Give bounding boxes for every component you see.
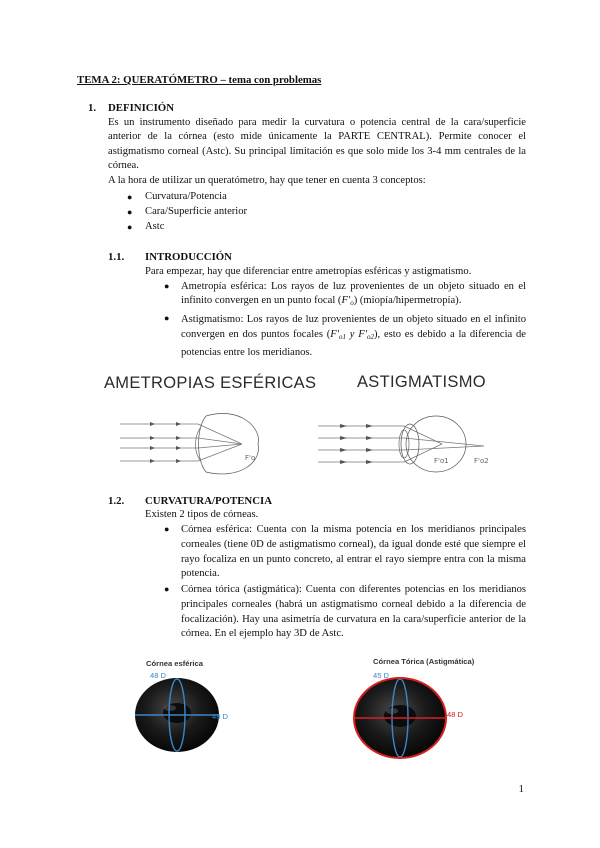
horizontal-power-label: 48 D — [447, 710, 464, 719]
astigmatismo-diagram — [318, 408, 498, 480]
section-1-paragraph-2: A la hora de utilizar un queratómetro, hay que tener en cuenta 3 conceptos: — [108, 175, 426, 186]
section-1-1-heading: INTRODUCCIÓN — [145, 251, 232, 263]
list-item-label: Curvatura/Potencia — [145, 191, 227, 202]
page-number: 1 — [518, 782, 524, 795]
caption-cornea-esferica: Córnea esférica — [146, 659, 203, 668]
bullet-dot: ● — [127, 192, 133, 202]
bullet-cornea-esferica: Córnea esférica: Cuenta con la misma potencia en los meridianos principales corneales (tiene 0D de astigmatismo corneal), da igual donde esté que siempre el rayo focaliza en un punto concreto, al entrar el rayo siempre entra con la misma potencia. — [181, 524, 526, 580]
section-1-2-heading: CURVATURA/POTENCIA — [145, 495, 272, 507]
list-item-label: Astc — [145, 221, 165, 232]
focal-label-1: F'o1 — [434, 457, 449, 465]
vertical-power-label: 45 D — [373, 671, 390, 680]
bullet-dot: ● — [127, 222, 133, 232]
page-title: TEMA 2: QUERATÓMETRO – tema con problemas — [77, 74, 322, 86]
ametropia-diagram — [120, 408, 280, 480]
bullet-dot: ● — [164, 524, 170, 534]
bullet-astigmatismo: Astigmatismo: Los rayos de luz provenientes de un objeto situado en el infinito convergen en dos puntos focales ($F'_{o1}$ y $F'_{o2}$), esto es debido a la diferencia de potencias entre los meridianos. — [181, 314, 526, 358]
figure-title-astigmatismo: ASTIGMATISMO — [357, 373, 486, 391]
figure-title-ametropias: AMETROPIAS ESFÉRICAS — [104, 374, 317, 392]
focal-label-2: F'o2 — [474, 457, 489, 465]
section-1-1-intro: Para empezar, hay que diferenciar entre ametropías esféricas y astigmatismo. — [145, 266, 472, 277]
bullet-cornea-torica: Córnea tórica (astigmática): Cuenta con diferentes potencias en los meridianos principales corneales (habrá un astigmatismo corneal debido a la diferencia de focalización). Hay una asimetría de curvatura en la cara/superficie anterior de la córnea. En el ejemplo hay 3D de Astc. — [181, 584, 526, 640]
caption-cornea-torica: Córnea Tórica (Astigmática) — [373, 657, 475, 666]
section-1-2-intro: Existen 2 tipos de córneas. — [145, 509, 259, 520]
toric-cornea-eye — [352, 668, 462, 768]
focal-label: F'o — [245, 454, 256, 462]
bullet-dot: ● — [164, 313, 170, 323]
section-1-heading: DEFINICIÓN — [108, 102, 174, 114]
list-item-label: Cara/Superficie anterior — [145, 206, 248, 217]
horizontal-power-label: 48 D — [212, 712, 229, 721]
section-1-paragraph: Es un instrumento diseñado para medir la curvatura o potencia central de la cara/superficie anterior de la córnea (esto mide únicamente la PARTE CENTRAL). Permite conocer el astigmatismo corneal (Astc). Su principal limitación es que solo mide los 3-4 mm centrales de la córnea. — [108, 117, 526, 172]
section-1-1-number: 1.1. — [108, 251, 125, 263]
bullet-ametropia: Ametropía esférica: Los rayos de luz provenientes de un objeto situado en el infinito convergen en un punto focal $(F'_o)$ (miopía/hipermetropía). — [181, 281, 526, 308]
section-1-number: 1. — [88, 102, 97, 114]
vertical-power-label: 48 D — [150, 671, 167, 680]
section-1-2-number: 1.2. — [108, 495, 125, 507]
bullet-dot: ● — [164, 281, 170, 291]
bullet-dot: ● — [127, 207, 133, 217]
bullet-dot: ● — [164, 584, 170, 594]
